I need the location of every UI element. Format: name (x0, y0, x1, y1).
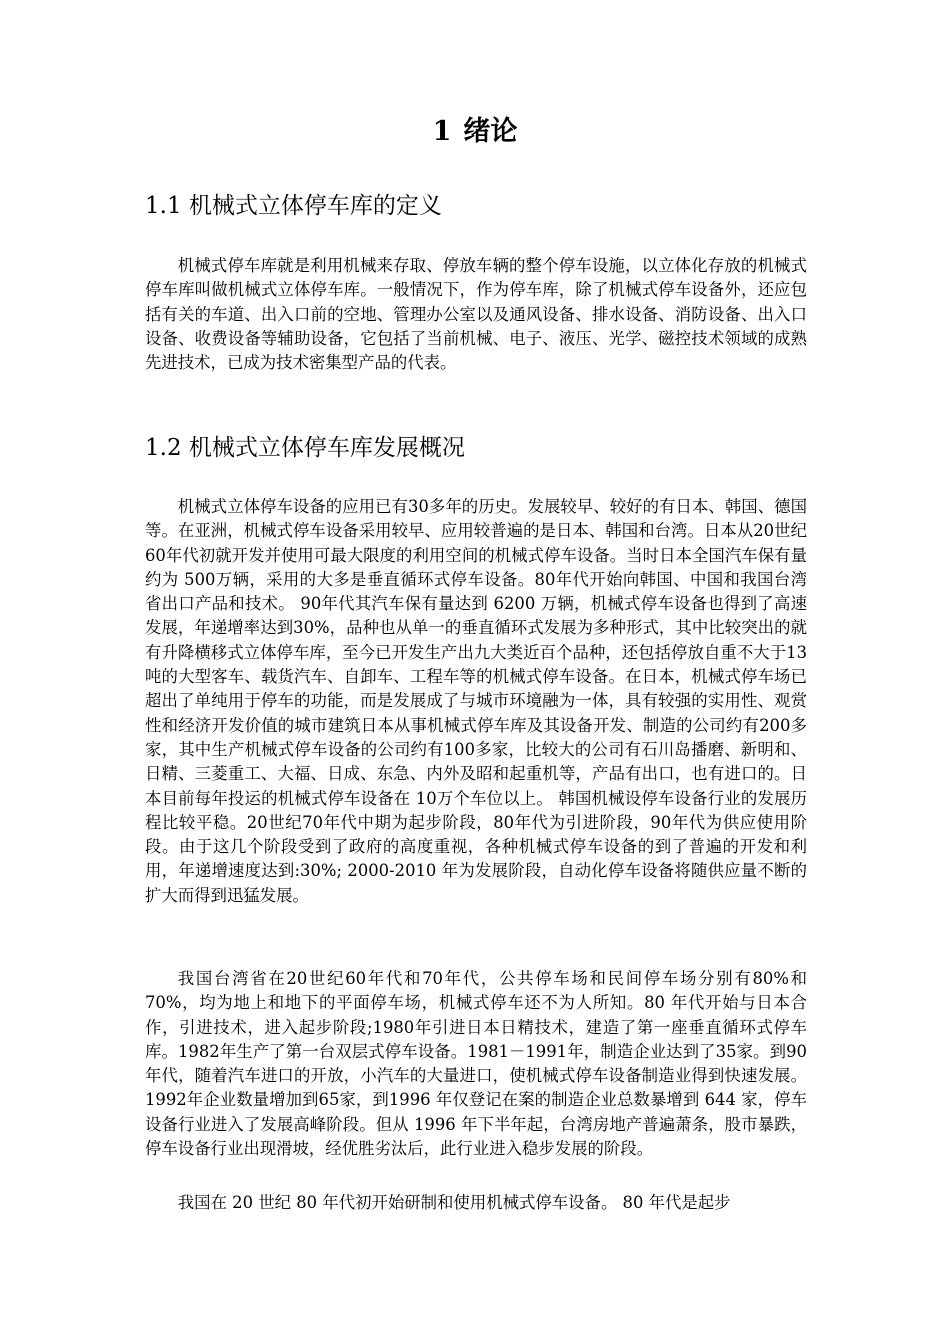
section-heading-1-1: 1.1 机械式立体停车库的定义 (145, 193, 442, 219)
section-1-2-paragraph-1: 机械式立体停车设备的应用已有30多年的历史。发展较早、较好的有日本、韩国、德国等。在亚洲，机械式停车设备采用较早、应用较普遍的是日本、韩国和台湾。日本从20世纪60年代初就开发并使用可最大限度的利用空间的机械式停车设备。当时日本全国汽车保有量约为 500万辆，采用的大多是垂直循环式停车设备。80年代开始向韩国、中国和我国台湾省出口产品和技术。 90年代其汽车保有量达到 6200 万辆，机械式停车设备也得到了高速发展，年递增率达到30%，品种也从单一的垂直循环式发展为多种形式，其中比较突出的就有升降横移式立体停车库，至今已开发生产出九大类近百个品种，还包括停放自重不大于13 吨的大型客车、载货汽车、自卸车、工程车等的机械式停车设备。在日本，机械式停车场已超出了单纯用于停车的功能，而是发展成了与城市环境融为一体，具有较强的实用性、观赏性和经济开发价值的城市建筑日本从事机械式停车库及其设备开发、制造的公司约有200多家，其中生产机械式停车设备的公司约有100多家，比较大的公司有石川岛播磨、新明和、日精、三菱重工、大福、日成、东急、内外及昭和起重机等，产品有出口，也有进口的。日本目前每年投运的机械式停车设备在 10万个车位以上。 韩国机械设停车设备行业的发展历程比较平稳。20世纪70年代中期为起步阶段，80年代为引进阶段，90年代为供应使用阶段。由于这几个阶段受到了政府的高度重视，各种机械式停车设备的到了普遍的开发和利用，年递增速度达到:30%; 2000-2010 年为发展阶段，自动化停车设备将随供应量不断的扩大而得到迅猛发展。 (145, 497, 807, 905)
section-1-2-paragraph-2: 我国台湾省在20世纪60年代和70年代，公共停车场和民间停车场分别有80%和 70%，均为地上和地下的平面停车场，机械式停车还不为人所知。80 年代开始与日本合作，引进技术，进入起步阶段;1980年引进日本日精技术，建造了第一座垂直循环式停车库。1982年生产了第一台双层式停车设备。1981－1991年，制造企业达到了35家。到90年代，随着汽车进口的开放，小汽车的大量进口，使机械式停车设备制造业得到快速发展。1992年企业数量增加到65家，到1996 年仅登记在案的制造企业总数暴增到 644 家，停车设备行业进入了发展高峰阶段。但从 1996 年下半年起，台湾房地产普遍萧条，股市暴跌，停车设备行业出现滑坡，经优胜劣汰后，此行业进入稳步发展的阶段。 (145, 969, 807, 1159)
section-heading-1-2: 1.2 机械式立体停车库发展概况 (145, 435, 465, 461)
section-1-2-paragraph-3: 我国在 20 世纪 80 年代初开始研制和使用机械式停车设备。 80 年代是起步 (177, 1193, 731, 1212)
chapter-number: 1 (432, 116, 452, 147)
section-1-1-paragraph: 机械式停车库就是利用机械来存取、停放车辆的整个停车设施，以立体化存放的机械式停车库叫做机械式立体停车库。一般情况下，作为停车库，除了机械式停车设备外，还应包括有关的车道、出入口前的空地、管理办公室以及通风设备、排水设备、消防设备、出入口设备、收费设备等辅助设备，它包括了当前机械、电子、液压、光学、磁控技术领域的成熟先进技术，已成为技术密集型产品的代表。 (145, 256, 807, 373)
chapter-title-text: 绪论 (463, 116, 518, 147)
chapter-title (0, 112, 950, 152)
